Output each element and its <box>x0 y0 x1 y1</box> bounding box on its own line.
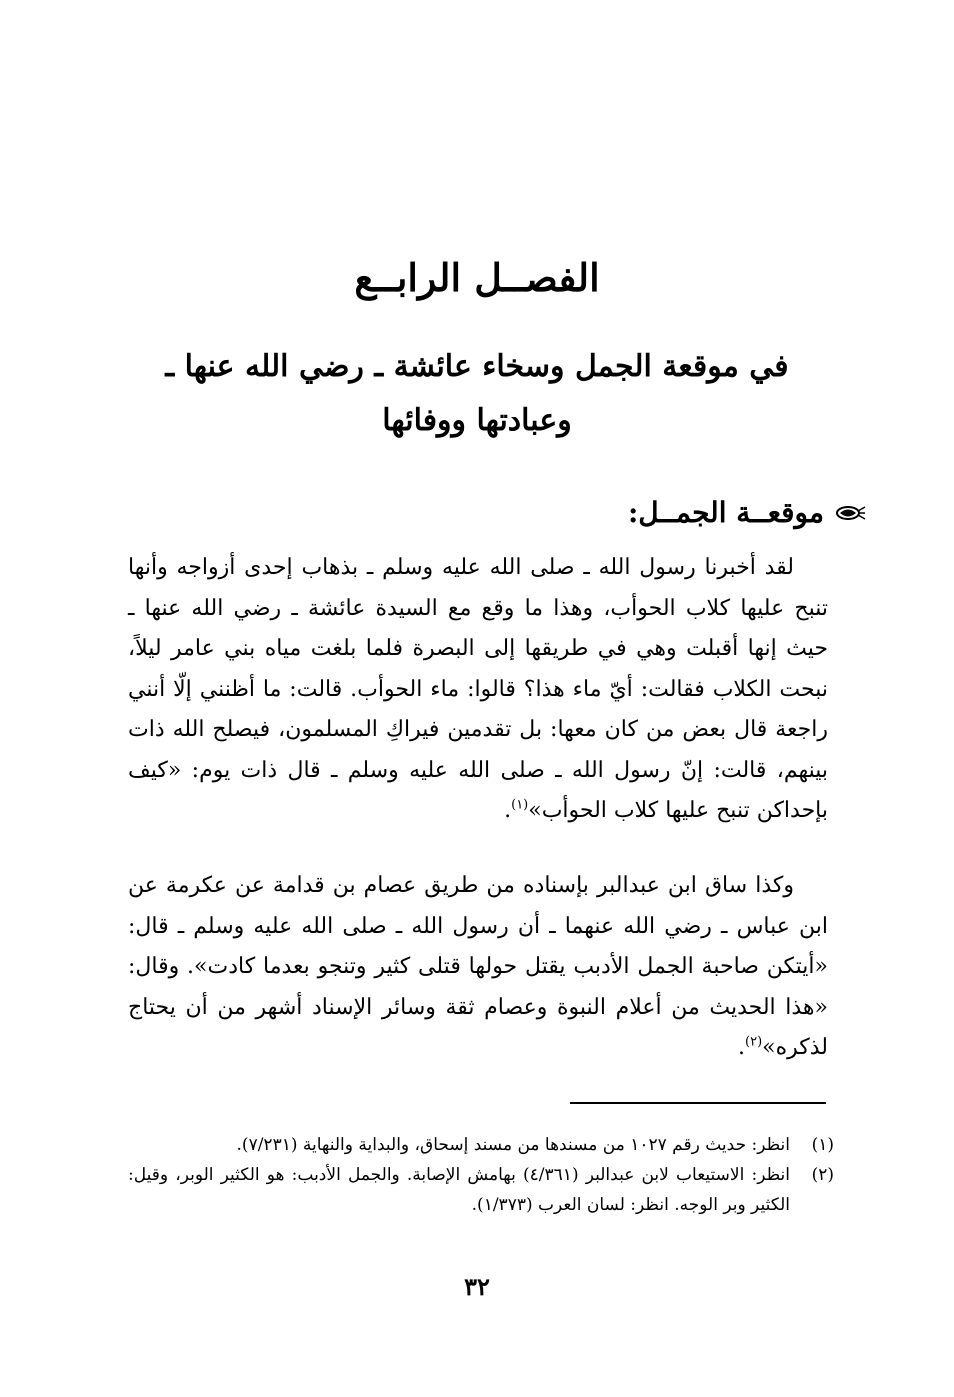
footnote-separator <box>570 1102 826 1104</box>
paragraph-end: . <box>738 1035 745 1060</box>
chapter-subtitle-line-2: وعبادتها ووفائها <box>382 403 572 438</box>
footnote <box>128 1160 834 1220</box>
ornament-icon <box>834 502 866 524</box>
footnote-ref[interactable]: (١) <box>511 797 529 813</box>
chapter-title: الفصــل الرابــع <box>354 255 600 300</box>
footnotes <box>128 1130 834 1220</box>
footnote-number: (١) <box>811 1135 834 1155</box>
footnote-text: انظر: حديث رقم ١٠٢٧ من مسندها من مسند إسحاق، والبداية والنهاية (٧/٢٣١). <box>236 1135 790 1155</box>
chapter-subtitle-line-1: في موقعة الجمل وسخاء عائشة ـ رضي الله عنها ـ <box>165 349 789 384</box>
chapter-subtitle <box>150 340 804 448</box>
paragraph-text: وكذا ساق ابن عبدالبر بإسناده من طريق عصام بن قدامة عن عكرمة عن ابن عباس ـ رضي الله عنهما ـ أن رسول الله ـ صلى الله عليه وسلم ـ قال: «أيتكن صاحبة الجمل الأدبب يقتل حولها قتلى كثير وتنجو بعدما كادت». وقال: «هذا الحديث من أعلام النبوة وعصام ثقة وسائر الإسناد أشهر من أن يحتاج لذكره» <box>128 873 828 1060</box>
footnote-number: (٢) <box>811 1165 834 1185</box>
page-number: ٣٢ <box>464 1272 490 1301</box>
footnote-ref[interactable]: (٢) <box>745 1034 763 1050</box>
paragraph-text: لقد أخبرنا رسول الله ـ صلى الله عليه وسلم ـ بذهاب إحدى أزواجه وأنها تنبح عليها كلاب الحوأب، وهذا ما وقع مع السيدة عائشة ـ رضي الله عنها ـ حيث إنها أقبلت وهي في طريقها إلى البصرة فلما بلغت مياه بني عامر ليلاً، نبحت الكلاب فقالت: أيّ ماء هذا؟ قالوا: ماء الحوأب. قالت: ما أظنني إلّا أنني راجعة قال بعض من كان معها: بل تقدمين فيراكِ المسلمون، فيصلح الله ذات بينهم، قالت: إنّ رسول الله ـ صلى الله عليه وسلم ـ قال ذات يوم: «كيف بإحداكن تنبح عليها كلاب الحوأب» <box>128 555 828 823</box>
section-heading-text: موقعــة الجمــل: <box>627 496 824 529</box>
paragraph-end: . <box>504 798 512 823</box>
paragraph <box>128 548 828 832</box>
paragraph <box>128 866 828 1069</box>
footnote <box>128 1130 834 1160</box>
footnote-text: انظر: الاستيعاب لابن عبدالبر (٤/٣٦١) بهامش الإصابة. والجمل الأدبب: هو الكثير الوبر، وقيل: الكثير وبر الوجه. انظر: لسان العرب (١/٣٧٣). <box>128 1165 790 1215</box>
section-heading <box>466 490 866 536</box>
